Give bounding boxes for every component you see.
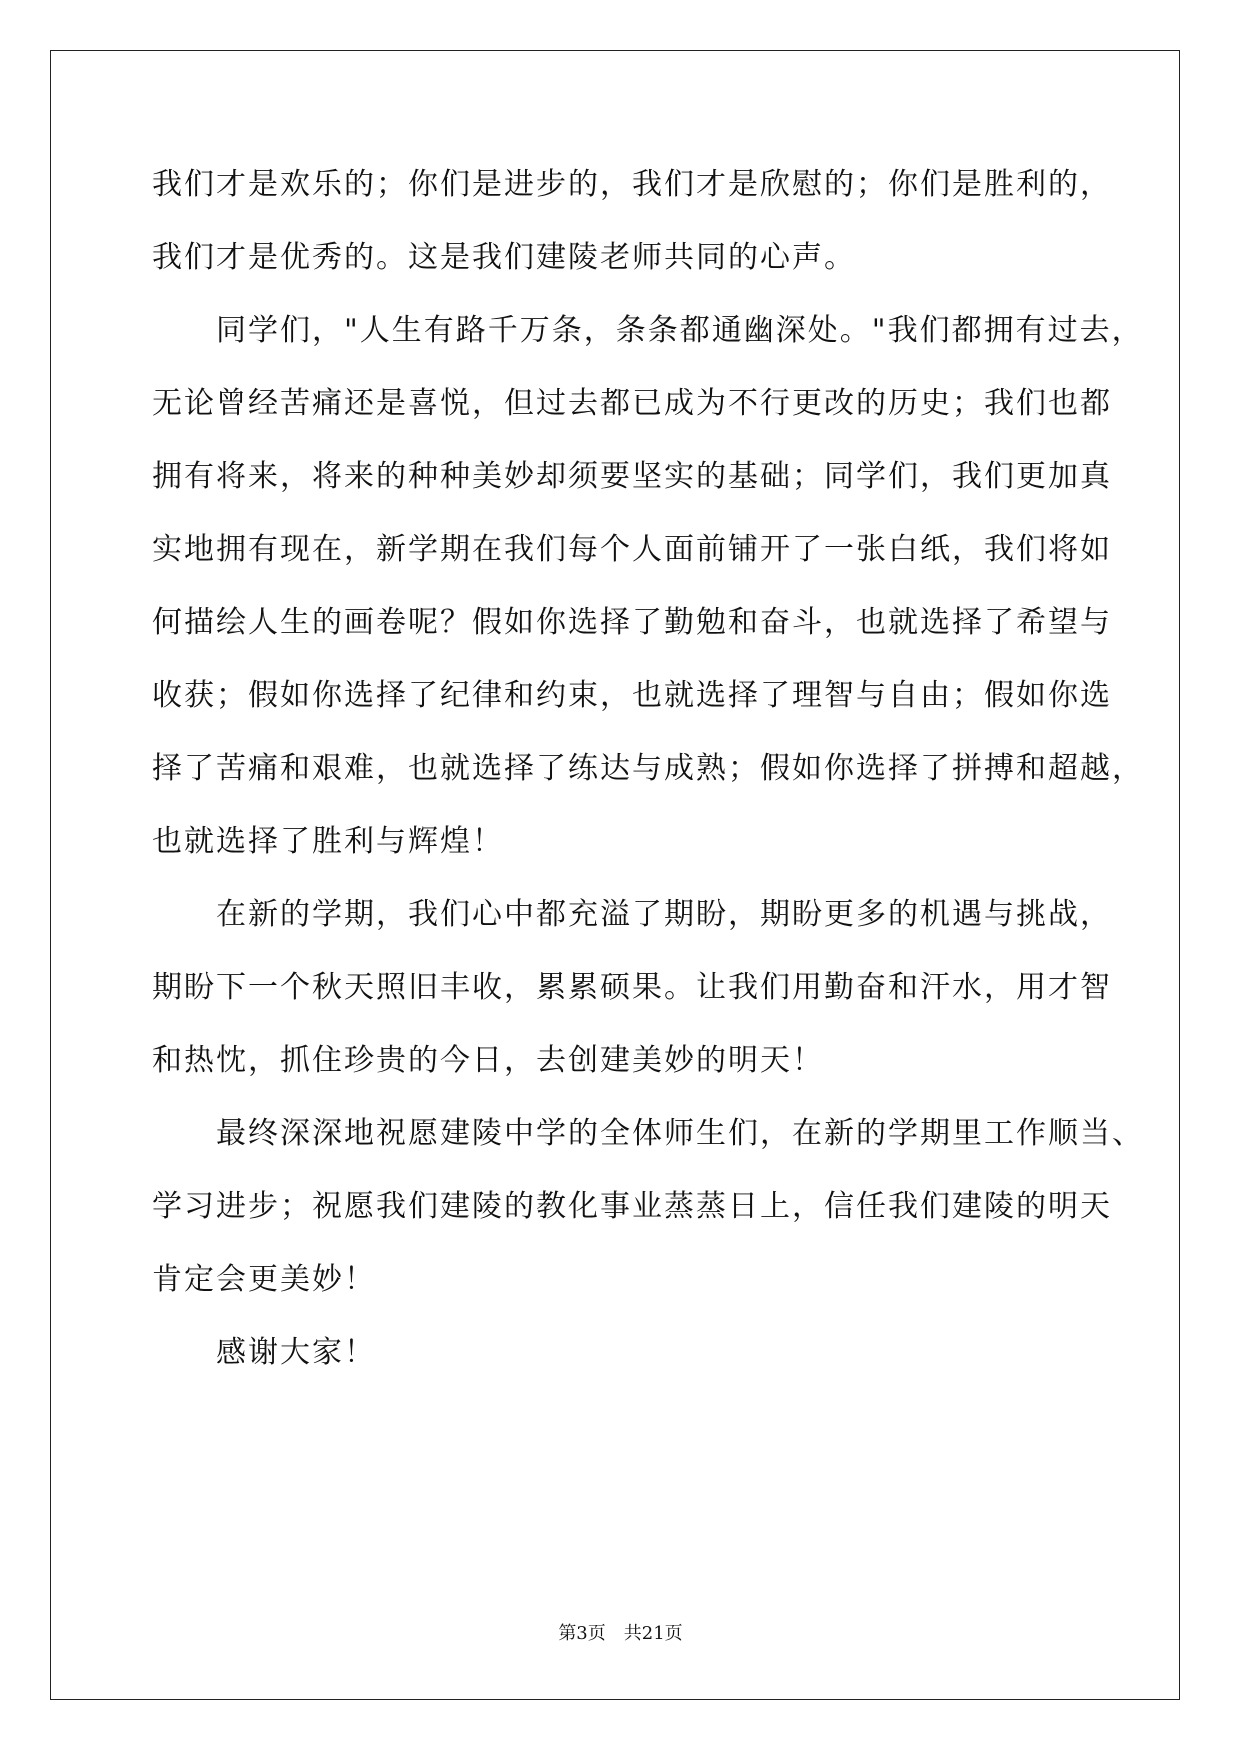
text-line: 无论曾经苦痛还是喜悦，但过去都已成为不行更改的历史；我们也都: [152, 386, 1112, 421]
paragraph-first-line: 同学们，"人生有路千万条，条条都通幽深处。"我们都拥有过去，: [216, 313, 1144, 348]
text-line: 期盼下一个秋天照旧丰收，累累硕果。让我们用勤奋和汗水，用才智: [152, 970, 1112, 1005]
text-line: 也就选择了胜利与辉煌！: [152, 824, 504, 859]
text-line: 收获；假如你选择了纪律和约束，也就选择了理智与自由；假如你选: [152, 678, 1112, 713]
page-border: [50, 50, 1180, 1700]
text-line: 拥有将来，将来的种种美妙却须要坚实的基础；同学们，我们更加真: [152, 459, 1112, 494]
page-footer: [0, 1622, 1241, 1646]
paragraph-first-line: 最终深深地祝愿建陵中学的全体师生们，在新的学期里工作顺当、: [216, 1116, 1144, 1151]
text-line: 择了苦痛和艰难，也就选择了练达与成熟；假如你选择了拼搏和超越，: [152, 751, 1144, 786]
text-line: 学习进步；祝愿我们建陵的教化事业蒸蒸日上，信任我们建陵的明天: [152, 1189, 1112, 1224]
text-line: 肯定会更美妙！: [152, 1262, 376, 1297]
text-line: 何描绘人生的画卷呢？假如你选择了勤勉和奋斗，也就选择了希望与: [152, 605, 1112, 640]
closing-line: 感谢大家！: [216, 1335, 376, 1370]
page-number: 第3页: [558, 1623, 606, 1644]
text-line: 和热忱，抓住珍贵的今日，去创建美妙的明天！: [152, 1043, 824, 1078]
page-total: 共21页: [623, 1623, 683, 1644]
text-line: 我们才是欢乐的；你们是进步的，我们才是欣慰的；你们是胜利的，: [152, 167, 1112, 202]
text-line: 实地拥有现在，新学期在我们每个人面前铺开了一张白纸，我们将如: [152, 532, 1112, 567]
paragraph-first-line: 在新的学期，我们心中都充溢了期盼，期盼更多的机遇与挑战，: [216, 897, 1112, 932]
text-line: 我们才是优秀的。这是我们建陵老师共同的心声。: [152, 240, 856, 275]
